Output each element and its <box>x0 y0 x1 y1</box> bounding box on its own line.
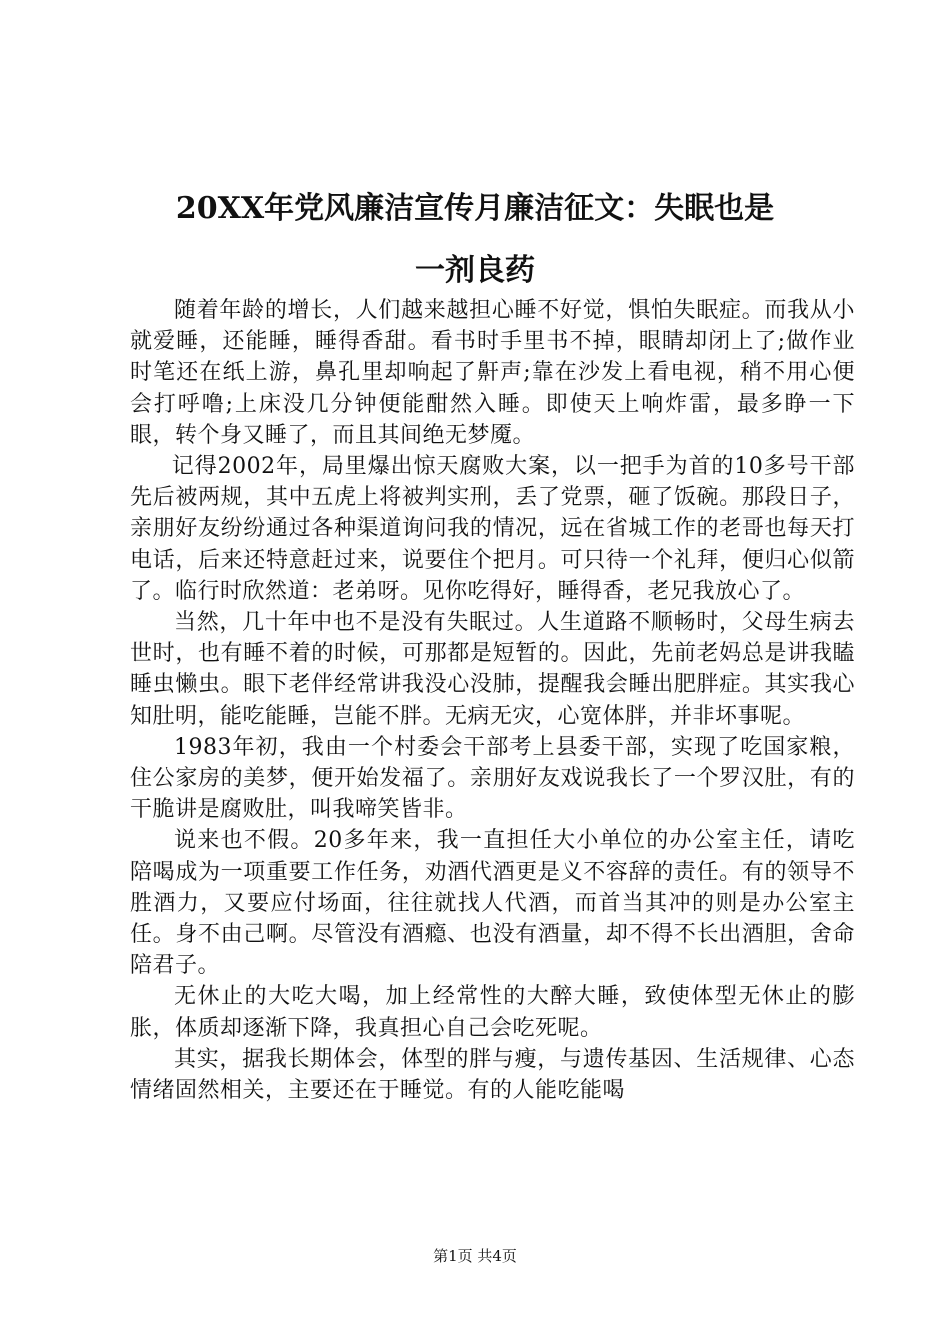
paragraph: 其实，据我长期体会，体型的胖与瘦，与遗传基因、生活规律、心态情绪固然相关，主要还在于睡觉。有的人能吃能喝 <box>130 1046 855 1104</box>
paragraph: 无休止的大吃大喝，加上经常性的大醉大睡，致使体型无休止的膨胀，体质却逐渐下降，我真担心自己会吃死呢。 <box>130 984 855 1041</box>
document-body <box>130 295 855 1106</box>
paragraph: 记得2002年，局里爆出惊天腐败大案，以一把手为首的10多号干部先后被两规，其中五虎上将被判实刑，丢了党票，砸了饭碗。那段日子，亲朋好友纷纷通过各种渠道询问我的情况，远在省城工作的老哥也每天打电话，后来还特意赶过来，说要住个把月。可只待一个礼拜，便归心似箭了。临行时欣然道：老弟呀。见你吃得好，睡得香，老兄我放心了。 <box>130 454 855 604</box>
paragraph: 说来也不假。20多年来，我一直担任大小单位的办公室主任，请吃陪喝成为一项重要工作任务，劝酒代酒更是义不容辞的责任。有的领导不胜酒力，又要应付场面，往往就找人代酒，而首当其冲的则是办公室主任。身不由己啊。尽管没有酒瘾、也没有酒量，却不得不长出酒胆，舍命陪君子。 <box>130 828 855 979</box>
paragraph: 1983年初，我由一个村委会干部考上县委干部，实现了吃国家粮，住公家房的美梦，便开始发福了。亲朋好友戏说我长了一个罗汉肚，有的干脆讲是腐败肚，叫我啼笑皆非。 <box>130 734 855 823</box>
document-title <box>100 178 850 302</box>
title-line-1: 20XX年党风廉洁宣传月廉洁征文：失眠也是 <box>175 191 775 226</box>
paragraph: 随着年龄的增长，人们越来越担心睡不好觉，惧怕失眠症。而我从小就爱睡，还能睡，睡得香甜。看书时手里书不掉，眼睛却闭上了;做作业时笔还在纸上游，鼻孔里却响起了鼾声;靠在沙发上看电视，稍不用心便会打呼噜;上床没几分钟便能酣然入睡。即使天上响炸雷，最多睁一下眼，转个身又睡了，而且其间绝无梦魇。 <box>130 298 855 448</box>
page-footer: 第1页 共4页 <box>433 1247 517 1265</box>
paragraph: 当然，几十年中也不是没有失眠过。人生道路不顺畅时，父母生病去世时，也有睡不着的时候，可那都是短暂的。因此，先前老妈总是讲我瞌睡虫懒虫。眼下老伴经常讲我没心没肺，提醒我会睡出肥胖症。其实我心知肚明，能吃能睡，岂能不胖。无病无灾，心宽体胖，并非坏事呢。 <box>130 610 855 729</box>
title-line-2: 一剂良药 <box>415 253 535 288</box>
